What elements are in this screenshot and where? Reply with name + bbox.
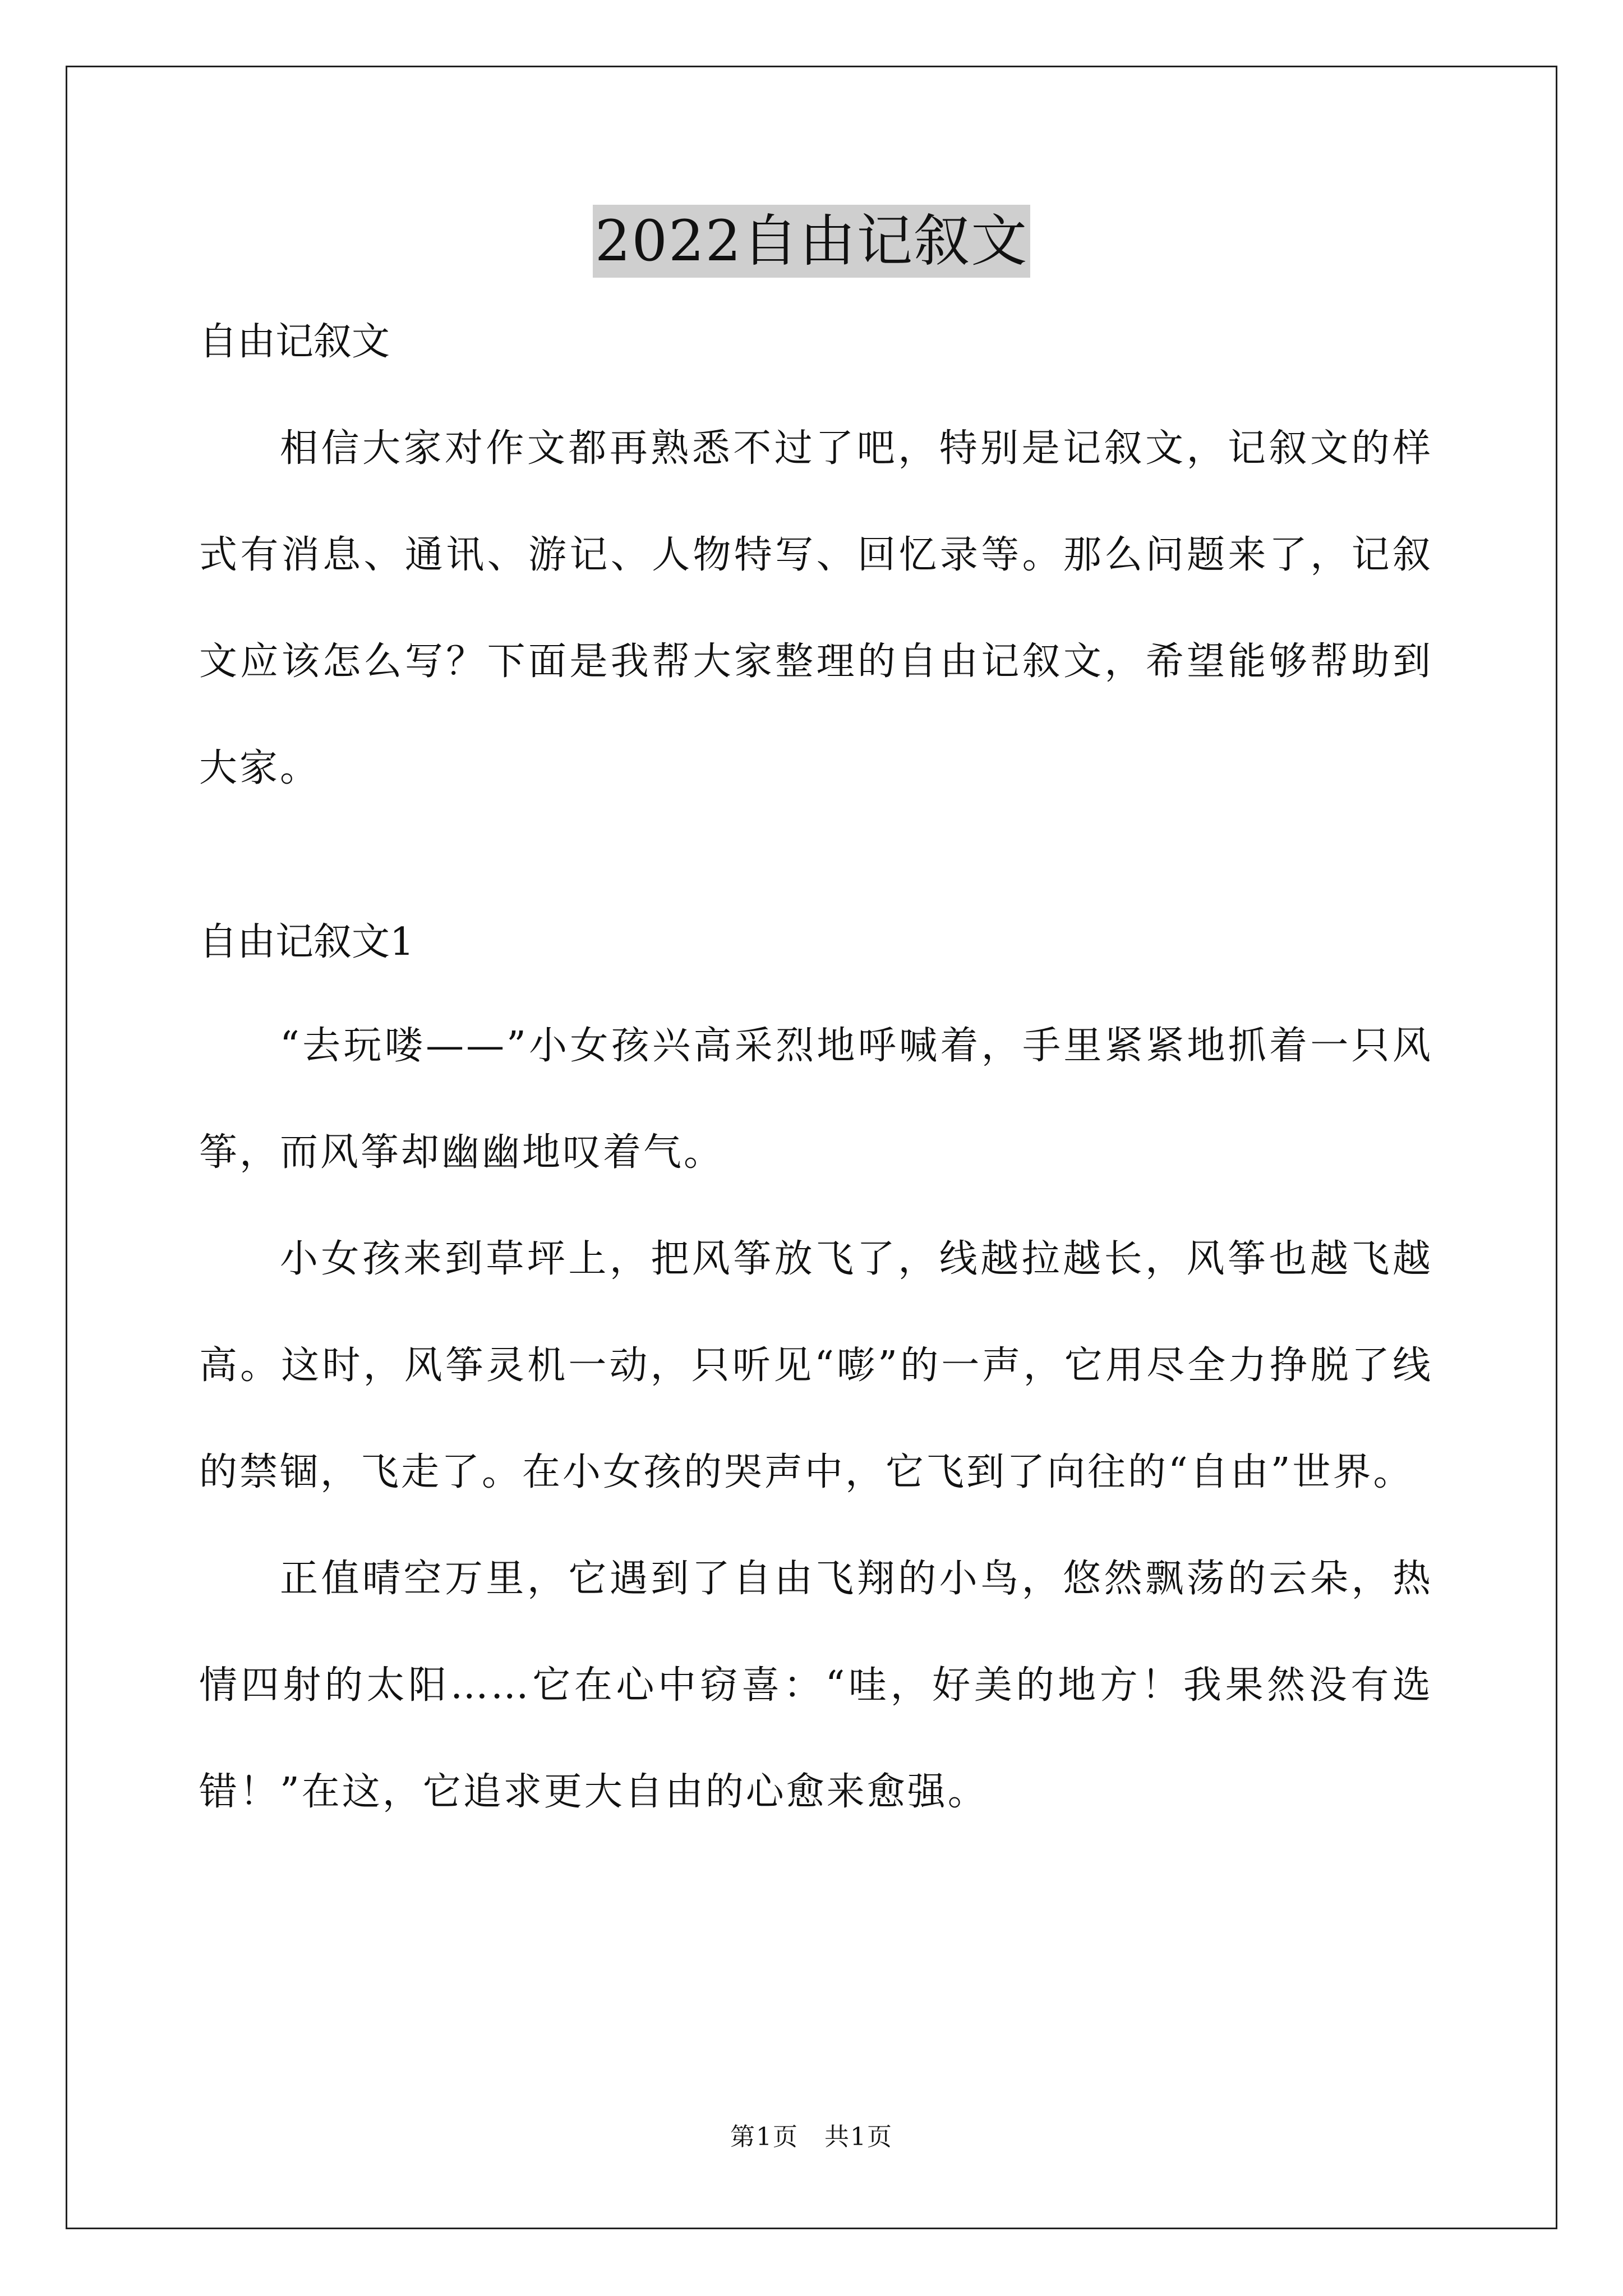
page-footer: 第1页 共1页 [730,2123,893,2151]
document-title: 2022自由记叙文 [593,205,1031,278]
body-paragraph-3: 正值晴空万里，它遇到了自由飞翔的小鸟，悠然飘荡的云朵，热情四射的太阳……它在心中窃喜：“哇，好美的地方！我果然没有选错！”在这，它追求更大自由的心愈来愈强。 [199,1557,1433,1814]
title-container [0,205,1623,278]
intro-heading: 自由记叙文 [199,320,390,364]
body-paragraph-1: “去玩喽——”小女孩兴高采烈地呼喊着，手里紧紧地抓着一只风筝，而风筝却幽幽地叹着气。 [199,1024,1433,1175]
body-paragraph-2: 小女孩来到草坪上，把风筝放飞了，线越拉越长，风筝也越飞越高。这时，风筝灵机一动，只听见“嘭”的一声，它用尽全力挣脱了线的禁锢，飞走了。在小女孩的哭声中，它飞到了向往的“自由”世界。 [199,1237,1433,1494]
document-body [199,314,1433,1846]
intro-paragraph: 相信大家对作文都再熟悉不过了吧，特别是记叙文，记叙文的样式有消息、通讯、游记、人物特写、回忆录等。那么问题来了，记叙文应该怎么写？下面是我帮大家整理的自由记叙文，希望能够帮助到大家。 [199,426,1433,790]
section-heading: 自由记叙文1 [199,920,414,964]
